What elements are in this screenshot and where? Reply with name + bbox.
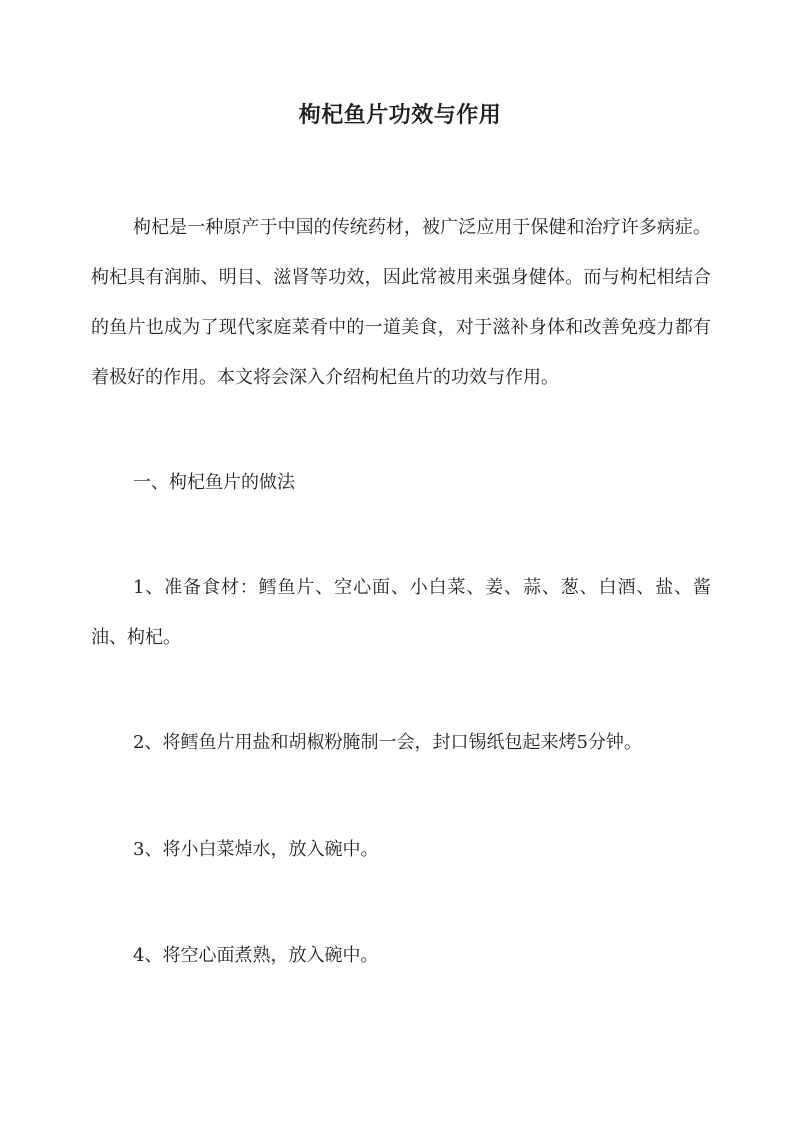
step-2: 2、将鳕鱼片用盐和胡椒粉腌制一会，封口锡纸包起来烤5分钟。 xyxy=(133,732,642,753)
step-4: 4、将空心面煮熟，放入碗中。 xyxy=(133,945,379,966)
step-3: 3、将小白菜焯水，放入碗中。 xyxy=(133,839,379,860)
intro-paragraph: 枸杞是一种原产于中国的传统药材，被广泛应用于保健和治疗许多病症。枸杞具有润肺、明目、滋肾等功效，因此常被用来强身健体。而与枸杞相结合的鱼片也成为了现代家庭菜肴中的一道美食，对于滋补身体和改善免疫力都有着极好的作用。本文将会深入介绍枸杞鱼片的功效与作用。 xyxy=(91,217,711,388)
page-title: 枸杞鱼片功效与作用 xyxy=(298,102,502,128)
section-heading: 一、枸杞鱼片的做法 xyxy=(133,472,295,493)
step-1: 1、准备食材：鳕鱼片、空心面、小白菜、姜、蒜、葱、白酒、盐、酱油、枸杞。 xyxy=(91,577,711,648)
